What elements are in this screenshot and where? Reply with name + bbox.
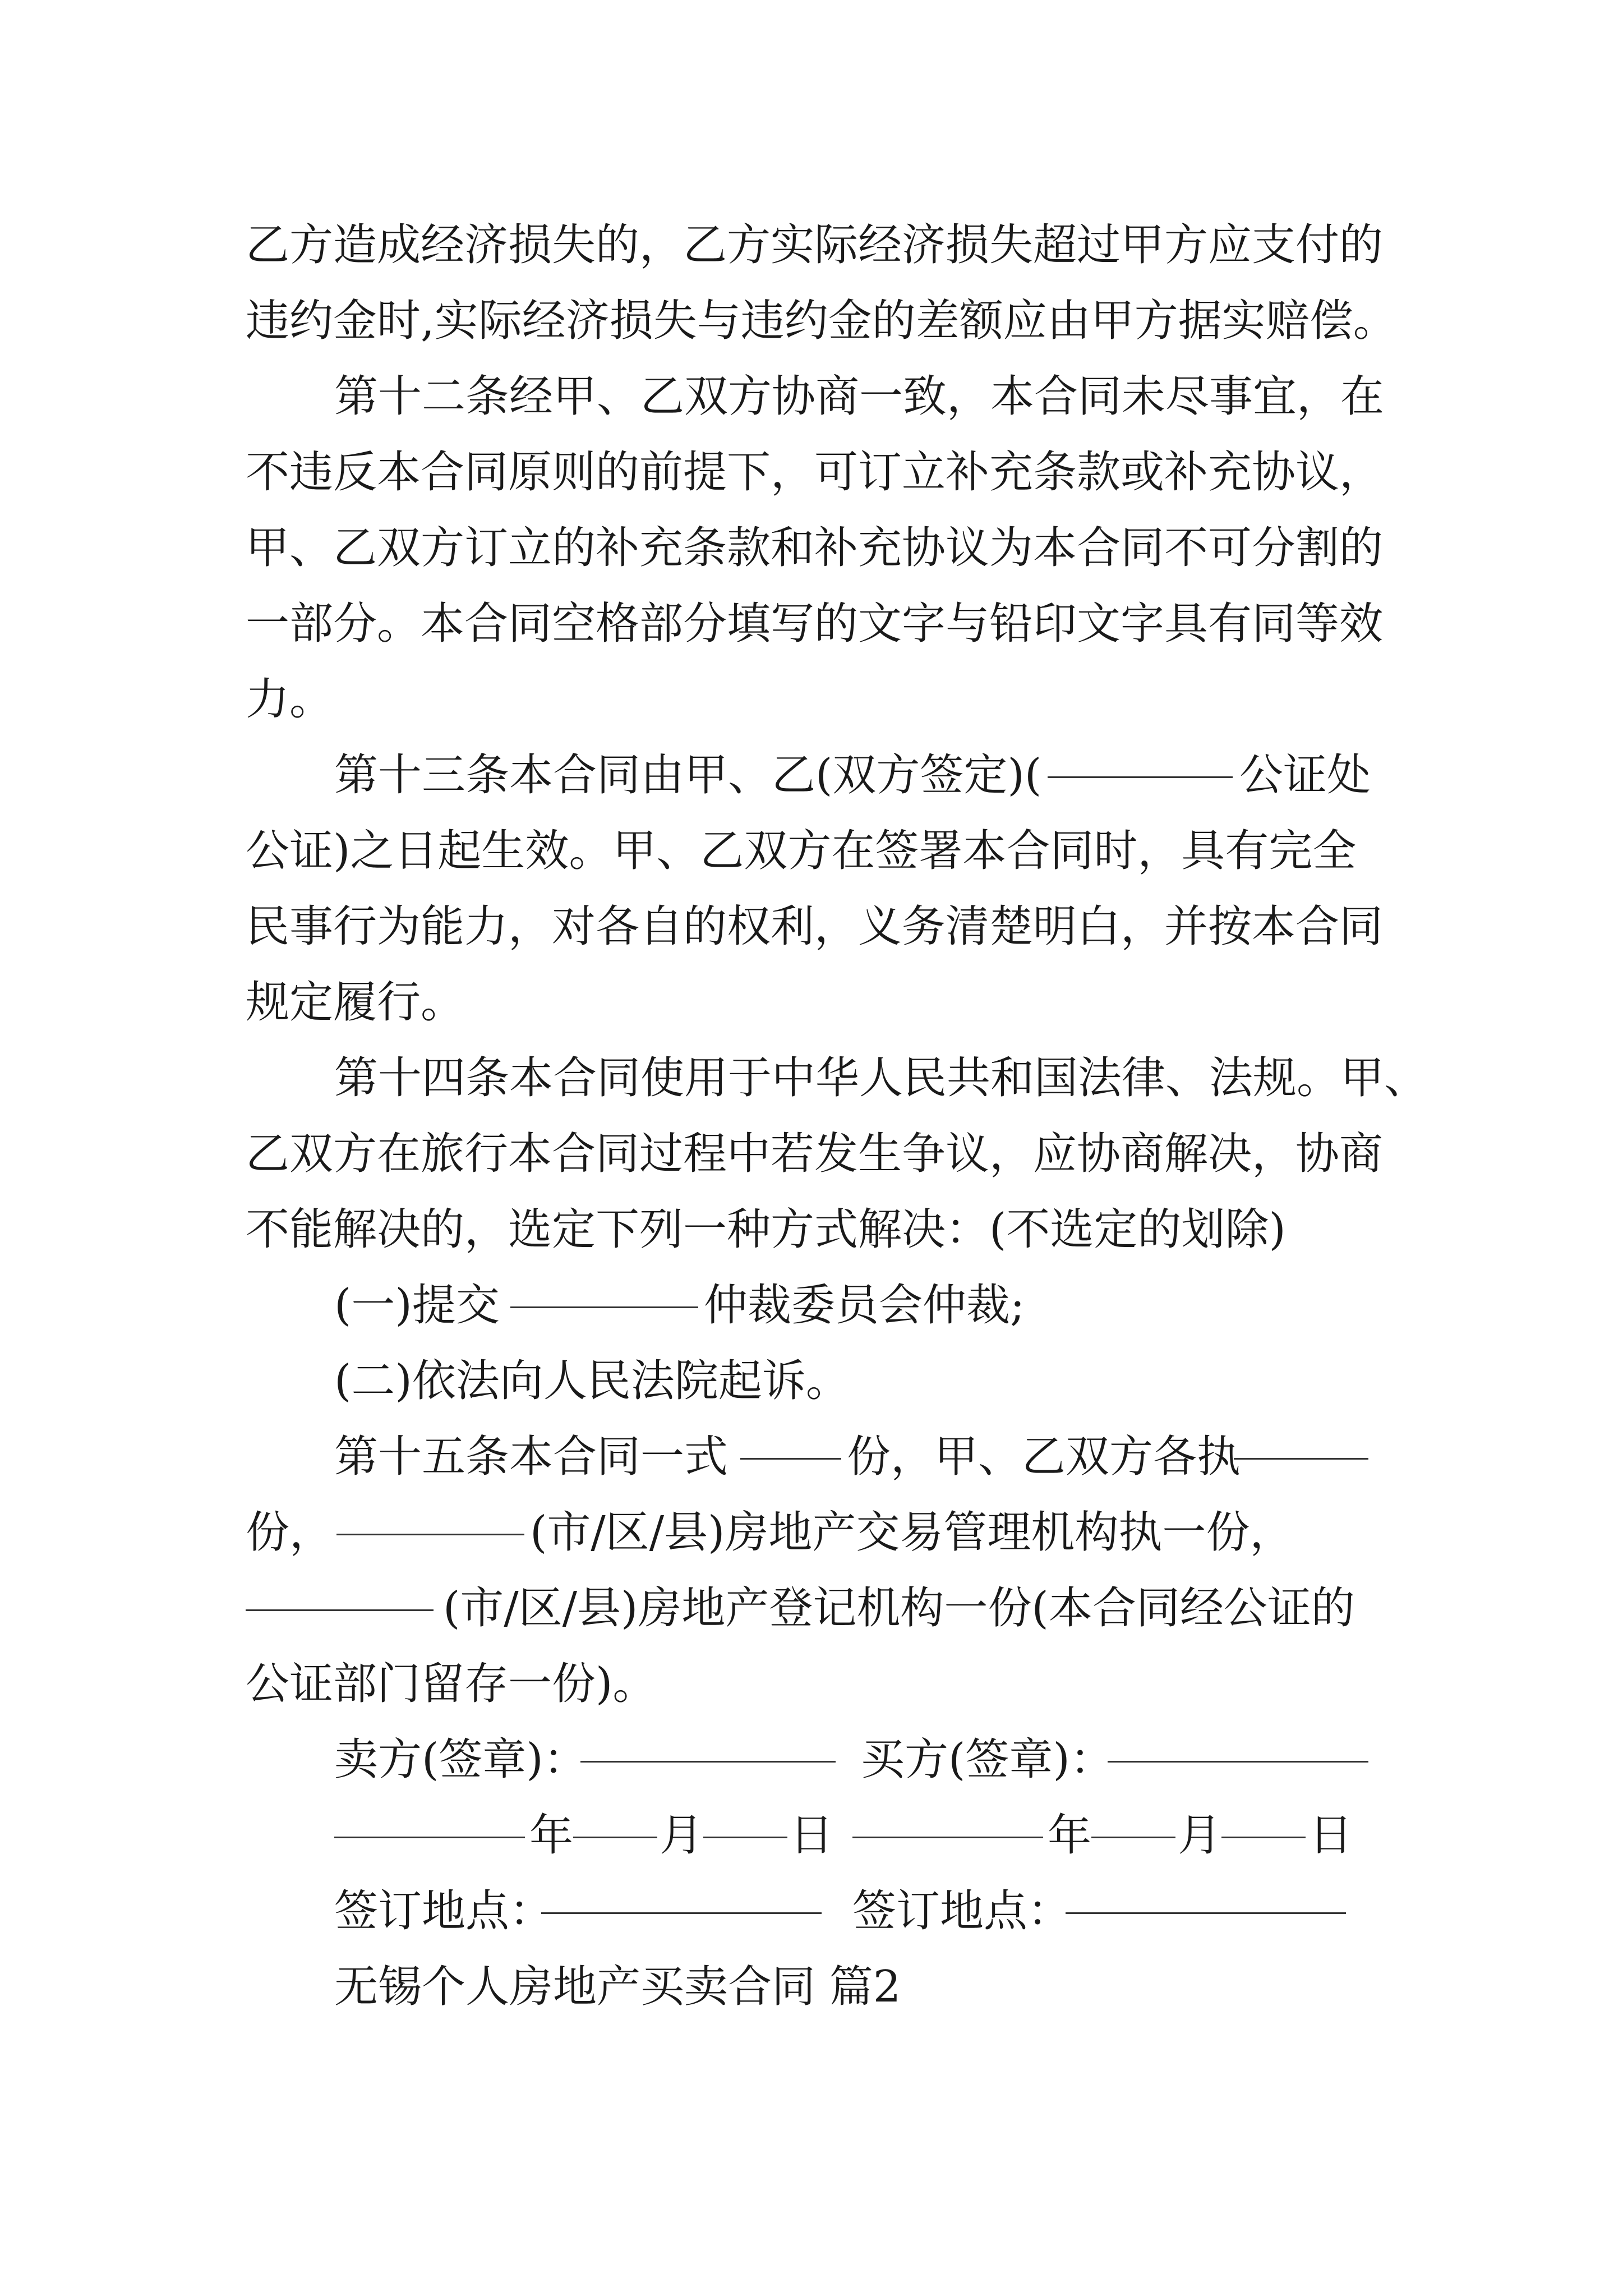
arbitration-committee-blank[interactable] xyxy=(510,1267,698,1308)
month-label: 月 xyxy=(660,1810,704,1861)
paragraph-line xyxy=(0,206,1623,284)
seller-place-blank[interactable] xyxy=(541,1873,822,1914)
paragraph-line xyxy=(0,963,1623,1042)
paragraph-line xyxy=(0,812,1623,890)
text-run: 公证部门留存一份)。 xyxy=(246,1659,657,1709)
clause-12-line xyxy=(0,357,1623,436)
place-row xyxy=(0,1872,1623,1950)
text-run: 力。 xyxy=(246,674,334,725)
text-run: 甲、乙双方订立的补充条款和补充协议为本合同不可分割的 xyxy=(246,523,1384,573)
paragraph-line xyxy=(0,509,1623,587)
text-run: 违约金时,实际经济损失与违约金的差额应由甲方据实赔偿。 xyxy=(246,296,1397,346)
buyer-day-blank[interactable] xyxy=(1221,1797,1306,1838)
text-run: 仲裁委员会仲裁; xyxy=(704,1280,1025,1331)
paragraph-line xyxy=(0,282,1623,360)
paragraph-line xyxy=(0,1493,1623,1572)
text-run: 公证)之日起生效。甲、乙双方在签署本合同时，具有完全 xyxy=(246,826,1357,876)
notary-office-blank[interactable] xyxy=(1048,737,1233,778)
buyer-year-blank[interactable] xyxy=(852,1797,1043,1838)
option-2-line xyxy=(0,1342,1623,1420)
buyer-signature-blank[interactable] xyxy=(1108,1722,1368,1763)
text-run: 公证处 xyxy=(1239,750,1371,800)
seller-year-blank[interactable] xyxy=(334,1797,525,1838)
paragraph-line xyxy=(0,433,1623,512)
clause-15-line xyxy=(0,1418,1623,1496)
place-label: 签订地点： xyxy=(334,1886,554,1936)
option-1-line xyxy=(0,1266,1623,1345)
signature-row xyxy=(0,1720,1623,1799)
paragraph-line xyxy=(0,585,1623,663)
day-label: 日 xyxy=(1309,1810,1353,1861)
text-run: 第十四条本合同使用于中华人民共和国法律、法规。甲、 xyxy=(334,1053,1428,1103)
text-run: 乙方造成经济损失的，乙方实际经济损失超过甲方应支付的 xyxy=(246,220,1384,270)
text-run: 乙双方在旅行本合同过程中若发生争议，应协商解决，协商 xyxy=(246,1129,1384,1179)
paragraph-line xyxy=(0,1190,1623,1269)
paragraph-line xyxy=(0,1115,1623,1193)
buyer-place-blank[interactable] xyxy=(1066,1873,1346,1914)
year-label: 年 xyxy=(529,1810,574,1861)
seller-signature-blank[interactable] xyxy=(580,1722,836,1763)
text-run: 民事行为能力，对各自的权利，义务清楚明白，并按本合同 xyxy=(246,901,1384,952)
copies-total-blank[interactable] xyxy=(740,1419,841,1460)
text-run: (一)提交 xyxy=(334,1280,500,1331)
clause-13-line xyxy=(0,736,1623,815)
buyer-month-blank[interactable] xyxy=(1091,1797,1175,1838)
year-label: 年 xyxy=(1048,1810,1092,1861)
text-run: 份，甲、乙双方各执 xyxy=(847,1432,1241,1482)
trade-agency-blank[interactable] xyxy=(336,1494,524,1535)
paragraph-line xyxy=(0,660,1623,739)
month-label: 月 xyxy=(1178,1810,1222,1861)
next-section-title xyxy=(0,1948,1623,2026)
text-run: 规定履行。 xyxy=(246,977,465,1028)
day-label: 日 xyxy=(790,1810,834,1861)
text-run: 一部分。本合同空格部分填写的文字与铅印文字具有同等效 xyxy=(246,599,1384,649)
seller-month-blank[interactable] xyxy=(573,1797,657,1838)
seller-label: 卖方(签章)： xyxy=(334,1734,587,1785)
text-run: 不违反本合同原则的前提下，可订立补充条款或补充协议， xyxy=(246,447,1384,498)
place-label: 签订地点： xyxy=(852,1886,1072,1936)
section-title: 无锡个人房地产买卖合同 篇2 xyxy=(334,1962,901,2012)
registry-agency-blank[interactable] xyxy=(246,1570,434,1611)
clause-14-line xyxy=(0,1039,1623,1117)
text-run: 第十五条本合同一式 xyxy=(334,1432,728,1482)
text-run: 份， xyxy=(246,1507,334,1558)
paragraph-line xyxy=(0,1645,1623,1723)
text-run: 第十三条本合同由甲、乙(双方签定)( xyxy=(334,750,1042,800)
paragraph-line xyxy=(0,1569,1623,1648)
text-run: 第十二条经甲、乙双方协商一致，本合同未尽事宜，在 xyxy=(334,371,1385,422)
text-run: 不能解决的，选定下列一种方式解决：(不选定的划除) xyxy=(246,1204,1286,1255)
text-run: (二)依法向人民法院起诉。 xyxy=(334,1356,850,1406)
seller-day-blank[interactable] xyxy=(703,1797,787,1838)
text-run: (市/区/县)房地产交易管理机构执一份， xyxy=(530,1507,1294,1558)
buyer-label: 买方(签章)： xyxy=(861,1734,1114,1785)
paragraph-line xyxy=(0,887,1623,966)
text-run: (市/区/县)房地产登记机构一份(本合同经公证的 xyxy=(443,1583,1355,1634)
copies-each-blank[interactable] xyxy=(1234,1419,1368,1460)
date-row xyxy=(0,1796,1623,1875)
